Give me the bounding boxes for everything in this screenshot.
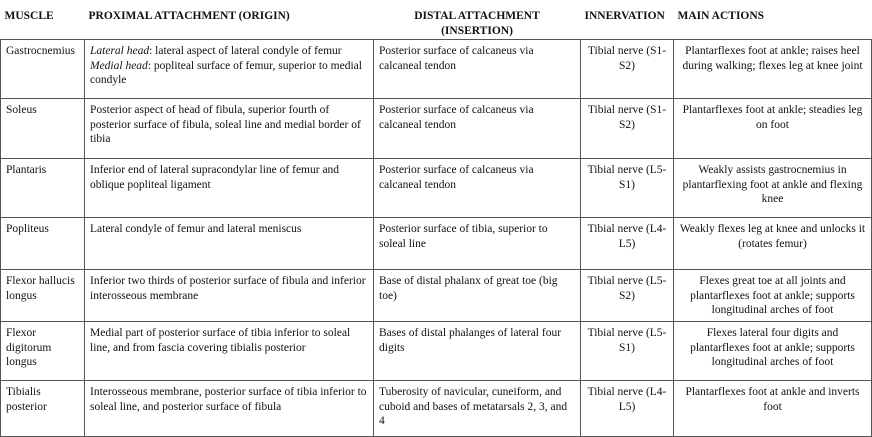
proximal-attachment: Medial part of posterior surface of tibia inferior to soleal line, and from fascia covering tibialis posterior [85,322,374,381]
innervation: Tibial nerve (L4-L5) [581,381,674,437]
muscle-name: Gastrocnemius [1,40,85,99]
muscle-name: Popliteus [1,218,85,270]
main-actions: Weakly assists gastrocnemius in plantarflexing foot at ankle and flexing knee [674,159,872,218]
table-header [1,0,872,40]
innervation: Tibial nerve (L5-S2) [581,270,674,322]
proximal-attachment [85,40,374,99]
main-actions: Weakly flexes leg at knee and unlocks it (rotates femur) [674,218,872,270]
innervation: Tibial nerve (L5-S1) [581,159,674,218]
medial-head-label: Medial head [90,59,148,72]
header-actions: MAIN ACTIONS [674,0,872,40]
header-distal-line1: DISTAL ATTACHMENT [414,10,540,22]
table-row [1,40,872,99]
innervation: Tibial nerve (L5-S1) [581,322,674,381]
proximal-attachment: Interosseous membrane, posterior surface of tibia inferior to soleal line, and posterior surface of fibula [85,381,374,437]
header-proximal: PROXIMAL ATTACHMENT (ORIGIN) [85,0,374,40]
medial-head-text: : popliteal surface of femur, superior to medial condyle [90,59,362,87]
header-row [1,0,872,40]
table-row [1,218,872,270]
muscle-name: Tibialis posterior [1,381,85,437]
muscle-name: Plantaris [1,159,85,218]
proximal-attachment: Lateral condyle of femur and lateral meniscus [85,218,374,270]
main-actions: Plantarflexes foot at ankle; steadies leg on foot [674,99,872,159]
proximal-attachment: Posterior aspect of head of fibula, superior fourth of posterior surface of fibula, soleal line and medial border of tibia [85,99,374,159]
proximal-attachment: Inferior two thirds of posterior surface of fibula and inferior interosseous membrane [85,270,374,322]
innervation: Tibial nerve (S1-S2) [581,99,674,159]
innervation: Tibial nerve (L4-L5) [581,218,674,270]
distal-attachment: Posterior surface of tibia, superior to soleal line [374,218,581,270]
muscle-name: Flexor digitorum longus [1,322,85,381]
table-row [1,99,872,159]
main-actions: Flexes lateral four digits and plantarflexes foot at ankle; supports longitudinal arches of foot [674,322,872,381]
table-body [1,40,872,437]
distal-attachment: Posterior surface of calcaneus via calcaneal tendon [374,99,581,159]
proximal-attachment: Inferior end of lateral supracondylar line of femur and oblique popliteal ligament [85,159,374,218]
main-actions: Flexes great toe at all joints and plantarflexes foot at ankle; supports longitudinal arches of foot [674,270,872,322]
distal-attachment: Bases of distal phalanges of lateral four digits [374,322,581,381]
table-row [1,159,872,218]
muscle-name: Flexor hallucis longus [1,270,85,322]
distal-attachment: Tuberosity of navicular, cuneiform, and cuboid and bases of metatarsals 2, 3, and 4 [374,381,581,437]
innervation: Tibial nerve (S1-S2) [581,40,674,99]
table-row [1,322,872,381]
lateral-head-text: : lateral aspect of lateral condyle of femur [149,45,342,57]
header-distal [374,0,581,40]
distal-attachment: Base of distal phalanx of great toe (big toe) [374,270,581,322]
main-actions: Plantarflexes foot at ankle; raises heel during walking; flexes leg at knee joint [674,40,872,99]
table-row [1,270,872,322]
distal-attachment: Posterior surface of calcaneus via calcaneal tendon [374,40,581,99]
main-actions: Plantarflexes foot at ankle and inverts foot [674,381,872,437]
header-muscle: MUSCLE [1,0,85,40]
distal-attachment: Posterior surface of calcaneus via calcaneal tendon [374,159,581,218]
muscle-name: Soleus [1,99,85,159]
header-distal-line2: (INSERTION) [441,24,513,37]
table-row [1,381,872,437]
header-innervation: INNERVATION [581,0,674,40]
lateral-head-label: Lateral head [90,45,150,57]
